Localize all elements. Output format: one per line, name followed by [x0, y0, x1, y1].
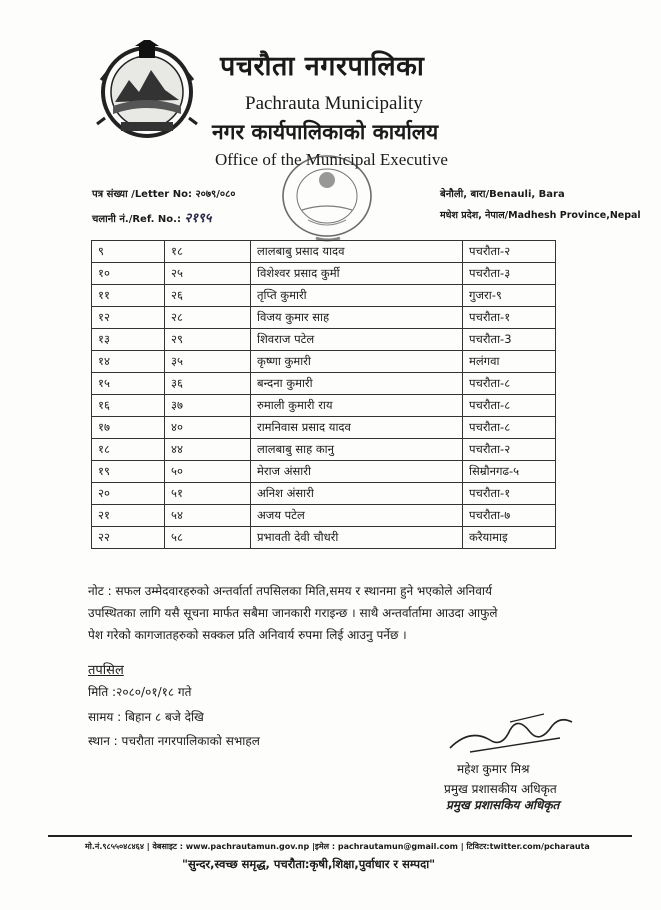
roll-number: २५ [165, 263, 251, 285]
table-row [92, 329, 556, 351]
roll-number: ४४ [165, 439, 251, 461]
table-row [92, 285, 556, 307]
candidate-address: पचरौता-१ [463, 307, 556, 329]
table-row [92, 417, 556, 439]
reference-label: चलानी नं./Ref. No.: [92, 214, 181, 225]
office-title-english: Office of the Municipal Executive [215, 150, 448, 169]
serial-number: १३ [92, 329, 165, 351]
table-row [92, 307, 556, 329]
footer-divider [48, 835, 632, 837]
signatory-name: महेश कुमार मिश्र [457, 762, 530, 776]
roll-number: ३७ [165, 395, 251, 417]
municipality-logo [95, 40, 200, 140]
notice-line: उपस्थितका लागि यसै सूचना मार्फत सबैमा जानकारी गराइन्छ । साथै अन्तर्वार्तामा आउदा आफुले [88, 606, 498, 620]
serial-number: १० [92, 263, 165, 285]
table-row [92, 395, 556, 417]
roll-number: ३६ [165, 373, 251, 395]
serial-number: १५ [92, 373, 165, 395]
table-row [92, 483, 556, 505]
table-row [92, 373, 556, 395]
candidate-name: रुमाली कुमारी राय [251, 395, 463, 417]
candidate-name: विजय कुमार साह [251, 307, 463, 329]
roll-number: २९ [165, 329, 251, 351]
candidate-address: पचरौता-३ [463, 263, 556, 285]
letter-number: पत्र संख्या /Letter No: २०७९/०८० [92, 189, 236, 200]
candidate-name: लालबाबु प्रसाद यादव [251, 241, 463, 263]
table-row [92, 263, 556, 285]
notice-line: नोट : सफल उम्मेदवारहरुको अन्तर्वार्ता तपसिलका मिति,समय र स्थानमा हुने भएकोले अनिवार्य [88, 584, 492, 598]
serial-number: १४ [92, 351, 165, 373]
candidate-name: बन्दना कुमारी [251, 373, 463, 395]
footer-contact: मो.नं.९८५५०४८४६४ | वेबसाइट : www.pachrautamun.gov.np |इमेल : pachrautamun@gmail.com | टिविटर:twitter.com/pcharauta [85, 842, 590, 851]
candidate-address: पचरौता-८ [463, 395, 556, 417]
roll-number: ५१ [165, 483, 251, 505]
table-row [92, 351, 556, 373]
candidate-address: गुजरा-९ [463, 285, 556, 307]
table-row [92, 461, 556, 483]
reference-value: २१९५ [184, 211, 212, 226]
office-seal-stamp [268, 150, 386, 246]
candidate-name: अजय पटेल [251, 505, 463, 527]
candidate-address: पचरौता-८ [463, 373, 556, 395]
designation-stamp: प्रमुख प्रशासकिय अधिकृत [446, 798, 560, 812]
candidate-name: रामनिवास प्रसाद यादव [251, 417, 463, 439]
serial-number: १८ [92, 439, 165, 461]
serial-number: २१ [92, 505, 165, 527]
notice-line: पेश गरेको कागजातहरुको सक्कल प्रति अनिवार्य रुपमा लिई आउनु पर्नेछ । [88, 628, 407, 642]
candidate-address: करैयामाइ [463, 527, 556, 549]
candidate-name: प्रभावती देवी चौधरी [251, 527, 463, 549]
table-row [92, 527, 556, 549]
candidate-table [91, 240, 556, 549]
serial-number: ११ [92, 285, 165, 307]
signatory-title: प्रमुख प्रशासकीय अधिकृत [444, 782, 557, 796]
table-row [92, 505, 556, 527]
serial-number: १९ [92, 461, 165, 483]
roll-number: २६ [165, 285, 251, 307]
candidate-name: मेराज अंसारी [251, 461, 463, 483]
candidate-address: पचरौता-७ [463, 505, 556, 527]
candidate-name: लालबाबु साह कानु [251, 439, 463, 461]
candidate-address: मलंगवा [463, 351, 556, 373]
roll-number: ३५ [165, 351, 251, 373]
roll-number: ५८ [165, 527, 251, 549]
candidate-name: शिवराज पटेल [251, 329, 463, 351]
candidate-address: पचरौता-८ [463, 417, 556, 439]
schedule-heading: तपसिल [88, 663, 124, 678]
candidate-address: पचरौता-3 [463, 329, 556, 351]
roll-number: १८ [165, 241, 251, 263]
serial-number: ९ [92, 241, 165, 263]
schedule-place: स्थान : पचरौता नगरपालिकाको सभाहल [88, 734, 260, 748]
roll-number: २८ [165, 307, 251, 329]
handwritten-signature [440, 708, 580, 758]
serial-number: १२ [92, 307, 165, 329]
serial-number: २२ [92, 527, 165, 549]
serial-number: १७ [92, 417, 165, 439]
notice-paragraph [88, 580, 588, 646]
serial-number: २० [92, 483, 165, 505]
footer-slogan: "सुन्दर,स्वच्छ समृद्ध, पचरौता:कृषी,शिक्षा,पुर्वाधार र सम्पदा" [182, 857, 436, 871]
reference-number [92, 208, 211, 226]
schedule-date: मिति :२०८०/०१/१८ गते [88, 685, 192, 699]
candidate-name: अनिश अंसारी [251, 483, 463, 505]
candidate-name: तृप्ति कुमारी [251, 285, 463, 307]
candidate-address: पचरौता-२ [463, 241, 556, 263]
municipality-title-english: Pachrauta Municipality [245, 93, 423, 114]
schedule-time: सामय : बिहान ८ बजे देखि [88, 710, 204, 724]
table-row [92, 439, 556, 461]
address-line-1: बेनौली, बारा/Benauli, Bara [440, 189, 565, 200]
roll-number: ५० [165, 461, 251, 483]
address-line-2: मधेश प्रदेश, नेपाल/Madhesh Province,Nepal [440, 210, 641, 221]
serial-number: १६ [92, 395, 165, 417]
table-row [92, 241, 556, 263]
municipality-title-nepali: पचरौता नगरपालिका [220, 51, 425, 82]
candidate-name: कृष्णा कुमारी [251, 351, 463, 373]
candidate-address: पचरौता-१ [463, 483, 556, 505]
roll-number: ५४ [165, 505, 251, 527]
office-title-nepali: नगर कार्यपालिकाको कार्यालय [212, 120, 439, 144]
candidate-address: सिम्रौनगढ-५ [463, 461, 556, 483]
candidate-name: विशेश्वर प्रसाद कुर्मी [251, 263, 463, 285]
roll-number: ४० [165, 417, 251, 439]
candidate-address: पचरौता-२ [463, 439, 556, 461]
